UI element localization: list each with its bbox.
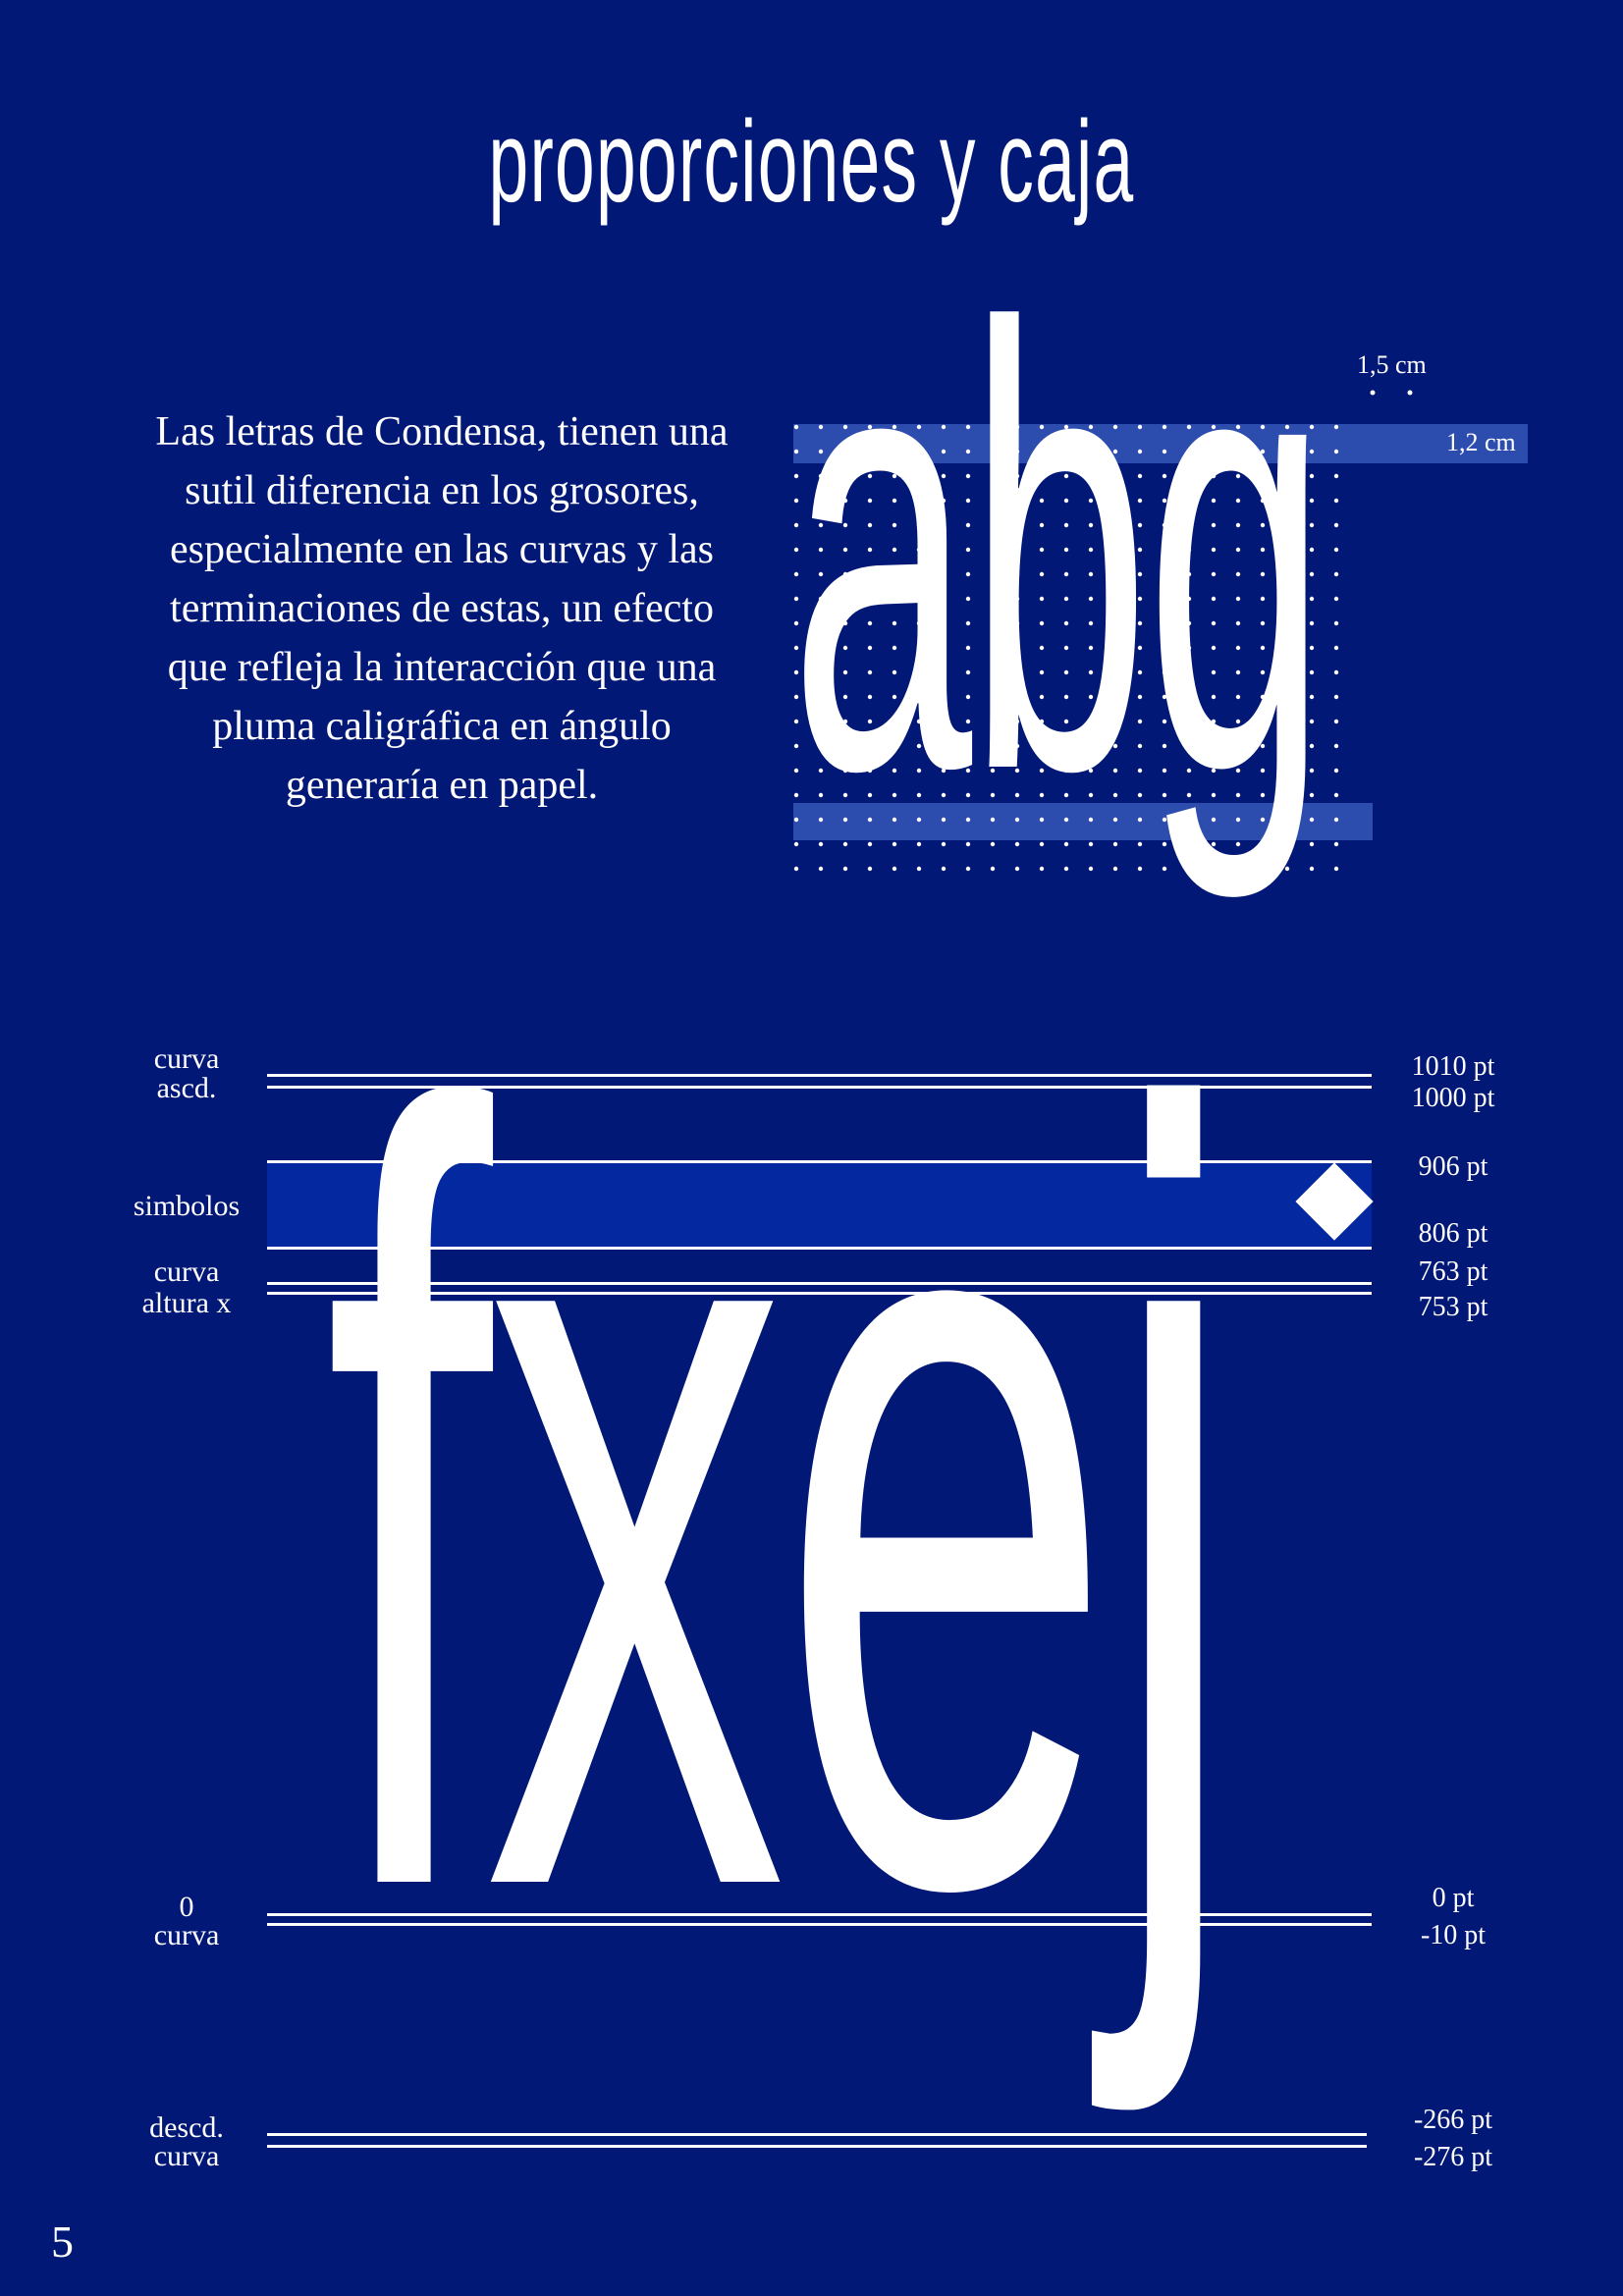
label-descender-curve: curva <box>153 2140 220 2172</box>
label-ascender: ascd. <box>156 1072 217 1104</box>
height-measure: 1,2 cm <box>1446 428 1516 456</box>
width-measure: 1,5 cm <box>1357 350 1427 379</box>
value-minus-276: -276 pt <box>1413 2142 1493 2172</box>
specimen-fxej: fxej <box>324 887 1233 2115</box>
value-806: 806 pt <box>1418 1218 1488 1249</box>
label-baseline-curve: curva <box>153 1919 220 1951</box>
page-title: proporciones y caja <box>488 97 1135 227</box>
value-1000: 1000 pt <box>1411 1083 1495 1113</box>
value-753: 753 pt <box>1418 1292 1488 1322</box>
line-descender <box>267 2133 1367 2136</box>
label-baseline: 0 <box>179 1891 194 1923</box>
measure-dots <box>1367 387 1416 399</box>
specimen-abg: abg <box>790 198 1324 900</box>
value-1010: 1010 pt <box>1411 1051 1495 1082</box>
intro-paragraph: Las letras de Condensa, tienen una sutil diferencia en los grosores, especialmente en las curvas y las terminaciones de estas, un efecto que refleja la interacción que una pluma caligráfica en ángulo generaría en papel. <box>155 409 729 808</box>
label-xheight: altura x <box>141 1287 232 1319</box>
page-number: 5 <box>51 2216 74 2267</box>
line-descender-curve <box>267 2145 1367 2148</box>
label-ascender-curve: curva <box>153 1042 220 1075</box>
value-0: 0 pt <box>1432 1883 1475 1913</box>
value-763: 763 pt <box>1418 1256 1488 1287</box>
value-906: 906 pt <box>1418 1151 1488 1182</box>
label-xheight-curve: curva <box>153 1255 220 1288</box>
label-symbols: simbolos <box>133 1190 241 1222</box>
value-minus-10: -10 pt <box>1420 1920 1487 1950</box>
label-descender: descd. <box>149 2111 224 2144</box>
value-minus-266: -266 pt <box>1413 2105 1493 2135</box>
